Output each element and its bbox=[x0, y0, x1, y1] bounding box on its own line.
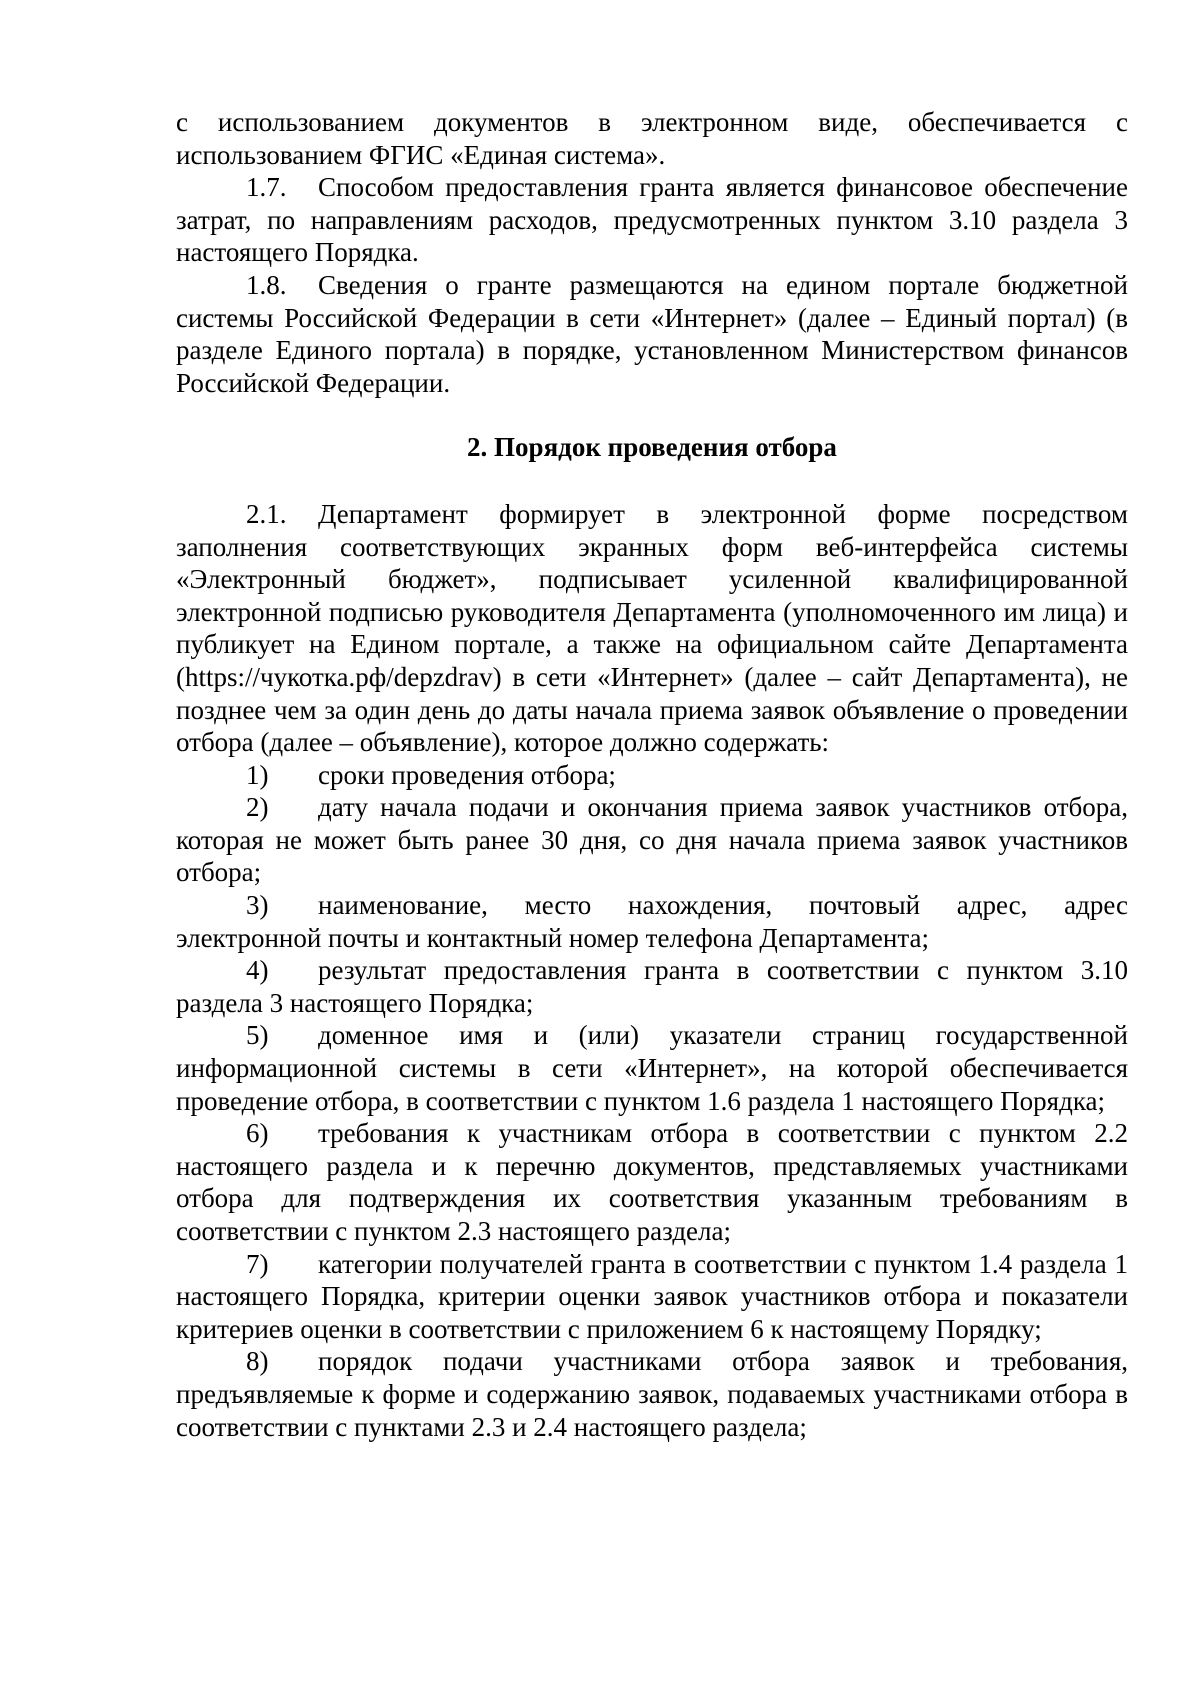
list-item-text: категории получателей гранта в соответствии с пунктом 1.4 раздела 1 настоящего Порядка, критерии оценки заявок участников отбора и показатели критериев оценки в соответствии с приложением 6 к настоящему Порядку; bbox=[176, 1248, 1128, 1344]
paragraph-2-1 bbox=[176, 498, 1128, 759]
paragraph-number: 1.7. bbox=[246, 172, 287, 203]
paragraph-1-7 bbox=[176, 171, 1128, 269]
list-item-text: доменное имя и (или) указатели страниц государственной информационной системы в сети «Интернет», на которой обеспечивается проведение отбора, в соответствии с пунктом 1.6 раздела 1 настоящего Порядка; bbox=[176, 1020, 1128, 1116]
paragraph-number: 2.1. bbox=[246, 498, 287, 529]
list-item-text: порядок подачи участниками отбора заявок и требования, предъявляемые к форме и содержанию заявок, подаваемых участниками отбора в соответствии с пунктами 2.3 и 2.4 настоящего раздела; bbox=[176, 1346, 1128, 1442]
list-item bbox=[176, 1019, 1128, 1117]
paragraph-text: Сведения о гранте размещаются на едином портале бюджетной системы Российской Федерации в сети «Интернет» (далее – Единый портал) (в разделе Единого портала) в порядке, установленном Министерством финансов Российской Федерации. bbox=[176, 269, 1128, 398]
list-item-text: сроки проведения отбора; bbox=[318, 759, 616, 790]
paragraph-1-8 bbox=[176, 269, 1128, 399]
list-item-number: 8) bbox=[246, 1346, 269, 1377]
list-item bbox=[176, 1248, 1128, 1346]
paragraph-text: Департамент формирует в электронной форме посредством заполнения соответствующих экранных форм веб-интерфейса системы «Электронный бюджет», подписывает усиленной квалифицированной электронной подписью руководителя Департамента (уполномоченного им лица) и публикует на Едином портале, а также на официальном сайте Департамента (https://чукотка.рф/depzdrav) в сети «Интернет» (далее – сайт Департамента), не позднее чем за один день до даты начала приема заявок объявление о проведении отбора (далее – объявление), которое должно содержать: bbox=[176, 498, 1128, 758]
list-item-text: требования к участникам отбора в соответствии с пунктом 2.2 настоящего раздела и к перечню документов, представляемых участниками отбора для подтверждения их соответствия указанным требованиям в соответствии с пунктом 2.3 настоящего раздела; bbox=[176, 1118, 1128, 1246]
list-item-number: 5) bbox=[246, 1020, 269, 1051]
intro-paragraph: с использованием документов в электронном виде, обеспечивается с использованием ФГИС «Единая система». bbox=[176, 107, 1128, 170]
list-item-text: наименование, место нахождения, почтовый адрес, адрес электронной почты и контактный номер телефона Департамента; bbox=[176, 890, 1128, 953]
list-item bbox=[176, 759, 1128, 792]
list-item-text: результат предоставления гранта в соответствии с пунктом 3.10 раздела 3 настоящего Порядка; bbox=[176, 955, 1128, 1018]
paragraph-number: 1.8. bbox=[246, 269, 287, 300]
list-item-number: 4) bbox=[246, 955, 269, 986]
list-item bbox=[176, 954, 1128, 1019]
list-item-number: 7) bbox=[246, 1248, 269, 1279]
list-item-text: дату начала подачи и окончания приема заявок участников отбора, которая не может быть ранее 30 дня, со дня начала приема заявок участников отбора; bbox=[176, 792, 1128, 888]
list-item-number: 2) bbox=[246, 792, 269, 823]
document-page bbox=[176, 106, 1128, 1443]
list-item-number: 3) bbox=[246, 890, 269, 921]
list-item bbox=[176, 1345, 1128, 1443]
paragraph-text: Способом предоставления гранта является финансовое обеспечение затрат, по направлениям расходов, предусмотренных пунктом 3.10 раздела 3 настоящего Порядка. bbox=[176, 172, 1128, 268]
list-item bbox=[176, 889, 1128, 954]
list-item bbox=[176, 1117, 1128, 1247]
list-item-number: 6) bbox=[246, 1118, 269, 1149]
list-item-number: 1) bbox=[246, 759, 269, 790]
list-item bbox=[176, 791, 1128, 889]
section-2-heading: 2. Порядок проведения отбора bbox=[467, 432, 837, 463]
